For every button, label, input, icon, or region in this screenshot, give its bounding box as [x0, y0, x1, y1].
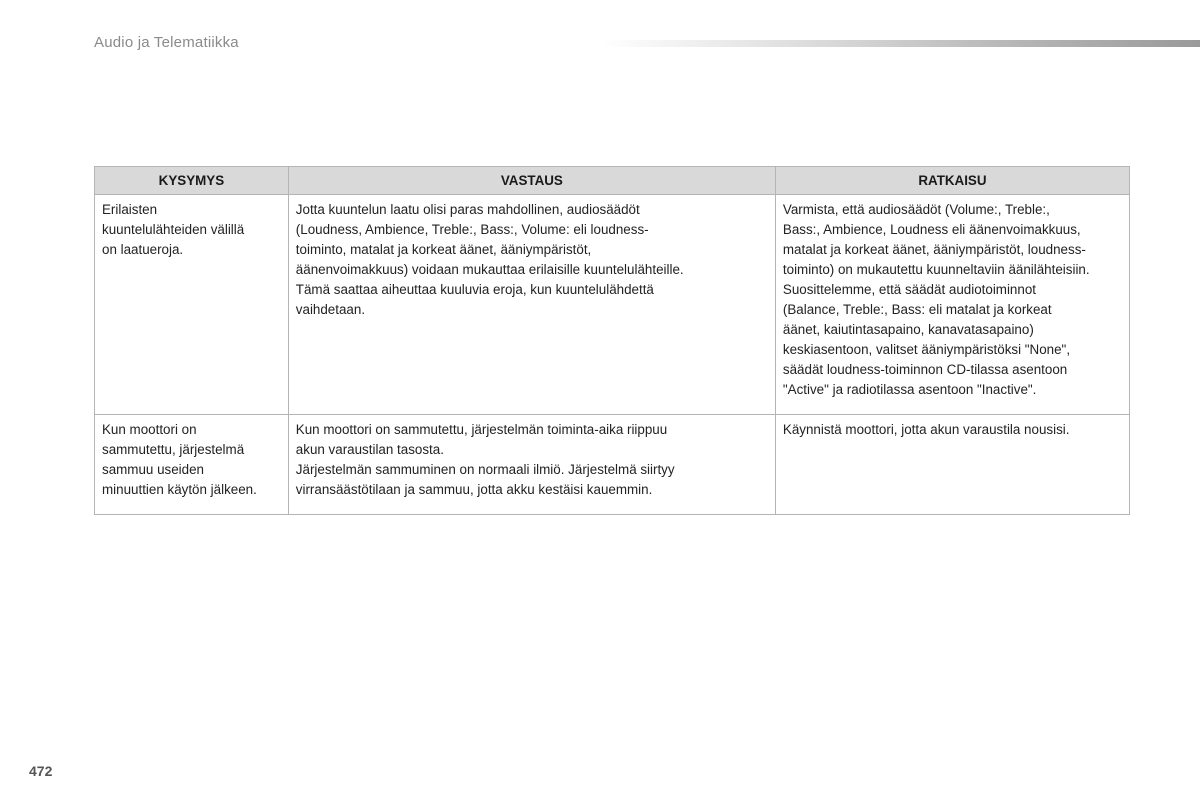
header-gradient-bar [600, 40, 1200, 47]
question-line: Erilaisten [102, 202, 158, 217]
solution-cell [775, 415, 1129, 515]
solution-line: äänet, kaiutintasapaino, kanavatasapaino) [782, 322, 1034, 337]
table-header-row [95, 167, 1130, 195]
answer-line: äänenvoimakkuus) voidaan mukauttaa erilaisille kuuntelulähteille. [295, 262, 684, 277]
solution-line: Käynnistä moottori, jotta akun varaustila nousisi. [782, 422, 1070, 437]
answer-line: vaihdetaan. [295, 302, 366, 317]
solution-line: "Active" ja radiotilassa asentoon "Inactive". [782, 382, 1037, 397]
section-title: Audio ja Telematiikka [94, 34, 239, 51]
answer-line: toiminto, matalat ja korkeat äänet, ääniympäristöt, [295, 242, 592, 257]
answer-line: akun varaustilan tasosta. [295, 442, 444, 457]
column-header-solution: RATKAISU [775, 167, 1129, 195]
question-line: sammuu useiden [102, 462, 204, 477]
question-line: sammutettu, järjestelmä [102, 442, 245, 457]
solution-line: Suosittelemme, että säädät audiotoiminnot [782, 282, 1036, 297]
solution-line: Bass:, Ambience, Loudness eli äänenvoimakkuus, [782, 222, 1081, 237]
solution-line: säädät loudness-toiminnon CD-tilassa asentoon [782, 362, 1068, 377]
answer-line: Jotta kuuntelun laatu olisi paras mahdollinen, audiosäädöt [295, 202, 640, 217]
answer-line: Tämä saattaa aiheuttaa kuuluvia eroja, kun kuuntelulähdettä [295, 282, 654, 297]
solution-cell [775, 195, 1129, 415]
answer-cell [288, 415, 775, 515]
column-header-answer: VASTAUS [288, 167, 775, 195]
column-header-question: KYSYMYS [95, 167, 289, 195]
troubleshooting-table [94, 166, 1130, 515]
answer-line: (Loudness, Ambience, Treble:, Bass:, Volume: eli loudness- [295, 222, 649, 237]
solution-line: matalat ja korkeat äänet, ääniympäristöt, loudness- [782, 242, 1086, 257]
table-row [95, 415, 1130, 515]
answer-cell [288, 195, 775, 415]
answer-line: virransäästötilaan ja sammuu, jotta akku kestäisi kauemmin. [295, 482, 653, 497]
solution-line: keskiasentoon, valitset ääniympäristöksi "None", [782, 342, 1071, 357]
question-line: on laatueroja. [102, 242, 184, 257]
question-cell [95, 415, 289, 515]
question-line: Kun moottori on [102, 422, 197, 437]
question-line: minuuttien käytön jälkeen. [102, 482, 257, 497]
solution-line: toiminto) on mukautettu kuunneltaviin äänilähteisiin. [782, 262, 1090, 277]
answer-line: Kun moottori on sammutettu, järjestelmän toiminta-aika riippuu [295, 422, 668, 437]
answer-line: Järjestelmän sammuminen on normaali ilmiö. Järjestelmä siirtyy [295, 462, 675, 477]
table-row [95, 195, 1130, 415]
page-number: 472 [29, 763, 53, 779]
solution-line: Varmista, että audiosäädöt (Volume:, Treble:, [782, 202, 1050, 217]
question-cell [95, 195, 289, 415]
question-line: kuuntelulähteiden välillä [102, 222, 245, 237]
solution-line: (Balance, Treble:, Bass: eli matalat ja korkeat [782, 302, 1052, 317]
